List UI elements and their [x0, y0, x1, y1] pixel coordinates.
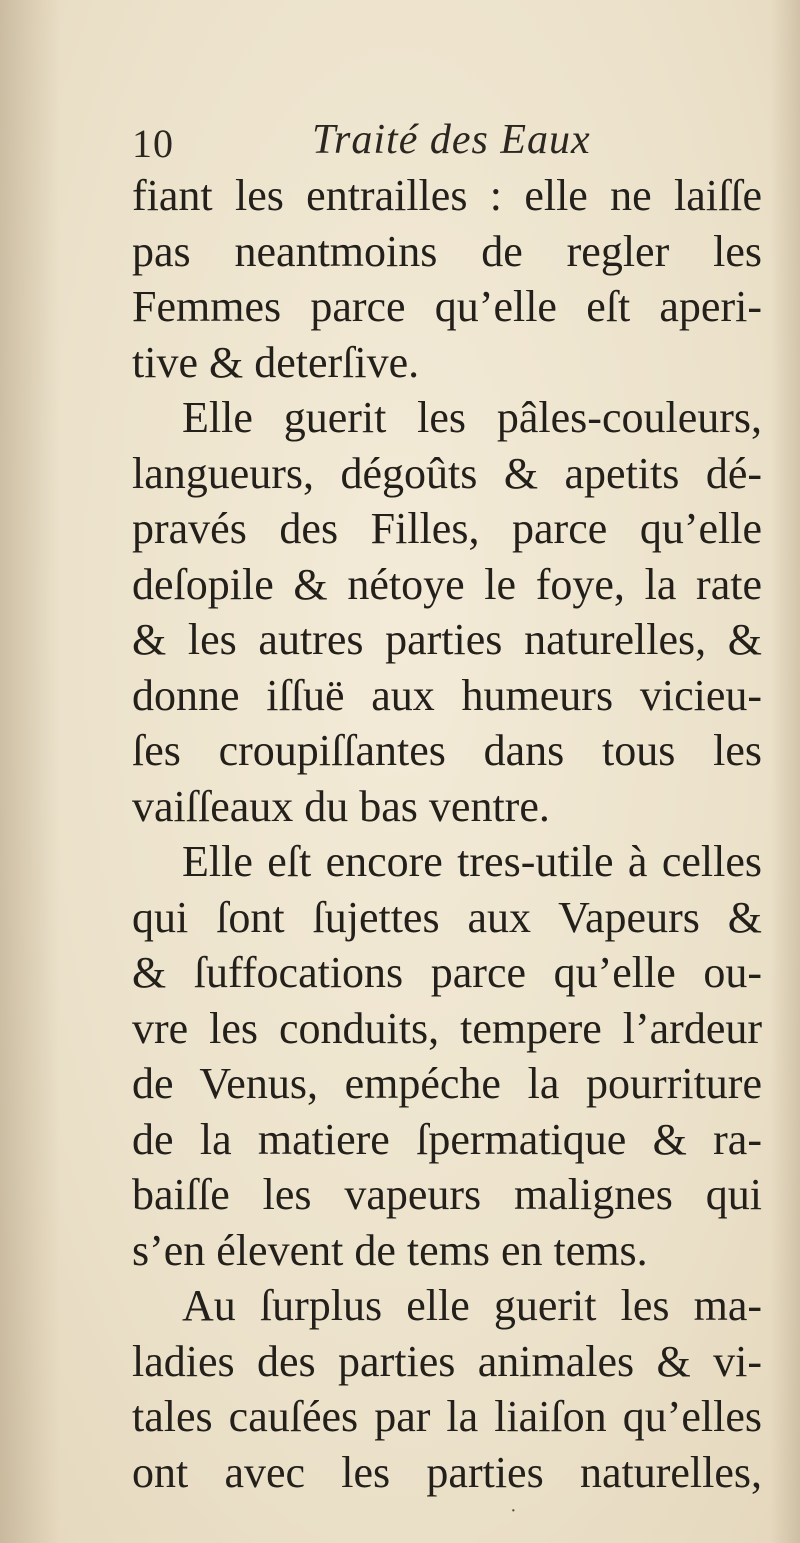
- text-line: tive & deterſive.: [132, 337, 420, 387]
- text-line: s’en élevent de tems en tems.: [132, 1225, 648, 1275]
- page-header: [132, 112, 752, 172]
- text-line: donne iſſuë aux humeurs vicieu-: [132, 670, 762, 720]
- text-line: pravés des Filles, parce qu’elle: [132, 504, 762, 553]
- paragraph-start-line: Elle eſt encore tres-utile à celles: [182, 837, 762, 886]
- text-line: ont avec les parties naturelles,: [132, 1447, 762, 1497]
- page-edge-shadow: [770, 0, 800, 1543]
- text-line: baiſſe les vapeurs malignes qui: [132, 1170, 762, 1219]
- text-line: tales cauſées par la liaiſon qu’elles: [132, 1392, 762, 1441]
- text-line: ſes croupiſſantes dans tous les: [132, 726, 762, 775]
- paragraph-start-line: Elle guerit les pâles-couleurs,: [182, 393, 762, 442]
- text-line: deſopile & nétoye le foye, la rate: [132, 559, 762, 609]
- ink-speck: ·: [510, 1500, 517, 1522]
- text-line: vaiſſeaux du bas ventre.: [132, 781, 550, 831]
- text-line: Femmes parce qu’elle eſt aperi-: [132, 282, 762, 331]
- body-text: [132, 168, 762, 1500]
- text-line: ladies des parties animales & vi-: [132, 1336, 762, 1386]
- text-line: fiant les entrailles : elle ne laiſſe: [132, 171, 762, 220]
- text-line: qui ſont ſujettes aux Vapeurs &: [132, 892, 762, 942]
- text-line: & les autres parties naturelles, &: [132, 615, 762, 664]
- page-number: 10: [132, 121, 174, 166]
- text-line: de Venus, empéche la pourriture: [132, 1059, 762, 1108]
- text-line: de la matiere ſpermatique & ra-: [132, 1114, 762, 1164]
- running-title: Traité des Eaux: [312, 117, 591, 163]
- text-line: langueurs, dégoûts & apetits dé-: [132, 448, 762, 498]
- text-line: & ſuffocations parce qu’elle ou-: [132, 948, 762, 997]
- gutter-shadow: [0, 0, 60, 1543]
- text-line: vre les conduits, tempere l’ardeur: [132, 1003, 762, 1053]
- text-line: pas neantmoins de regler les: [132, 226, 762, 276]
- paragraph-start-line: Au ſurplus elle guerit les ma-: [182, 1281, 762, 1330]
